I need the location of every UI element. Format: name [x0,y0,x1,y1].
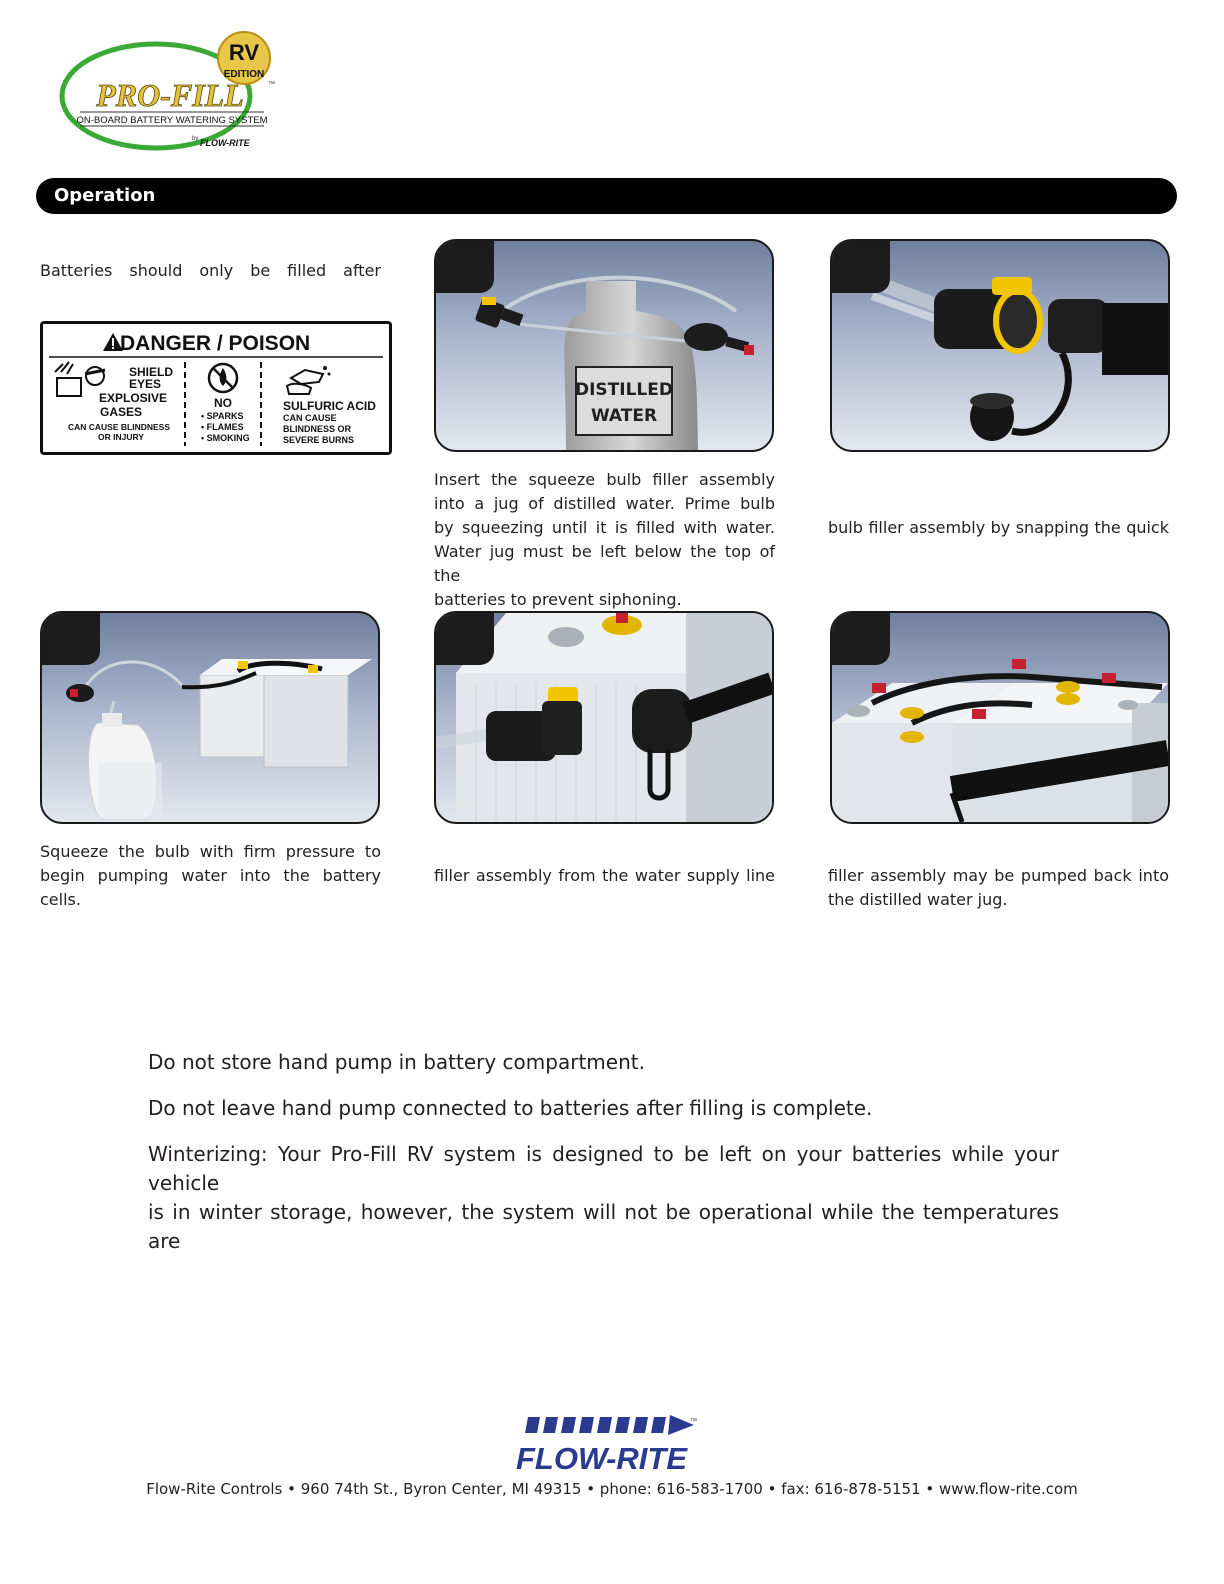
danger-poison-label [40,321,392,455]
logo-maker: FLOW-RITE [200,138,250,148]
note-winterizing: Winterizing: Your Pro-Fill RV system is designed to be left on your batteries while your vehicle is in winter storage, however, the system will not be operational while the temperatures are [148,1142,1059,1253]
step-1-text: Insert the squeeze bulb filler assembly into a jug of distilled water. Prime bulb by squeezing until it is filled with water. Water jug must be left below the top of the batteries to prevent siphoning. [434,470,775,609]
acid-burn-icon [287,366,331,394]
svg-text:BLINDNESS OR: BLINDNESS OR [283,424,352,434]
svg-text:SULFURIC ACID: SULFURIC ACID [283,399,376,413]
step-3-text: Squeeze the bulb with firm pressure to begin pumping water into the battery cells. [40,842,381,909]
step-1-photo [434,239,774,452]
safety-notes [148,1048,1059,1256]
section-title: Operation [54,185,156,206]
step-4-text: filler assembly from the water supply line [434,866,775,885]
logo-by: by [192,136,199,142]
jug-label-line2: WATER [590,406,658,426]
svg-text:• FLAMES: • FLAMES [201,422,244,432]
danger-title: DANGER / POISON [120,332,311,355]
intro-text: Batteries should only be filled after [40,261,381,280]
svg-text:EYES: EYES [128,377,162,391]
flow-rite-logo-text: FLOW-RITE [516,1441,688,1475]
step-5-text: filler assembly may be pumped back into the distilled water jug. [828,866,1169,909]
svg-text:• SPARKS: • SPARKS [201,411,244,421]
squeeze-bulb-icon [684,323,754,355]
jug-label-line1: DISTILLED [575,380,673,400]
logo-trademark: ™ [268,81,275,88]
eye-shield-icon [55,362,105,396]
svg-text:SEVERE BURNS: SEVERE BURNS [283,435,355,445]
no-flames-icon [209,364,237,392]
step-2-number-tab [832,241,890,293]
svg-text:EXPLOSIVE: EXPLOSIVE [98,391,168,405]
svg-text:SHIELD: SHIELD [128,365,174,379]
step-2-text: bulb filler assembly by snapping the quick [828,518,1169,537]
flow-rite-logo [512,1413,702,1475]
svg-text:NO: NO [214,396,232,410]
step-4-photo [434,611,774,824]
pro-fill-rv-logo [58,30,278,152]
svg-text:• SMOKING: • SMOKING [201,433,250,443]
step-5-photo [830,611,1170,824]
svg-text:CAN CAUSE: CAN CAUSE [283,413,337,423]
svg-text:GASES: GASES [99,405,143,419]
step-3-number-tab [42,613,100,665]
svg-text:OR INJURY: OR INJURY [98,432,144,442]
section-header-bar [36,178,1177,214]
step-2-photo [830,239,1170,452]
footer-trademark: ™ [690,1418,697,1425]
note-disconnect: Do not leave hand pump connected to batteries after filling is complete. [148,1096,873,1120]
svg-text:CAN CAUSE BLINDNESS: CAN CAUSE BLINDNESS [67,422,171,432]
step-1-number-tab [436,241,494,293]
footer-address: Flow-Rite Controls • 960 74th St., Byron Center, MI 49315 • phone: 616-583-1700 • fax: 616-878-5151 • www.flow-rite.com [146,1480,1078,1498]
logo-brand: PRO-FILL [96,77,244,113]
logo-badge-sub: EDITION [223,69,265,80]
logo-badge-main: RV [228,40,260,65]
logo-tagline: ON-BOARD BATTERY WATERING SYSTEM [76,115,268,126]
step-3-photo [40,611,380,824]
note-storage: Do not store hand pump in battery compartment. [148,1050,645,1074]
step-4-number-tab [436,613,494,665]
step-5-number-tab [832,613,890,665]
